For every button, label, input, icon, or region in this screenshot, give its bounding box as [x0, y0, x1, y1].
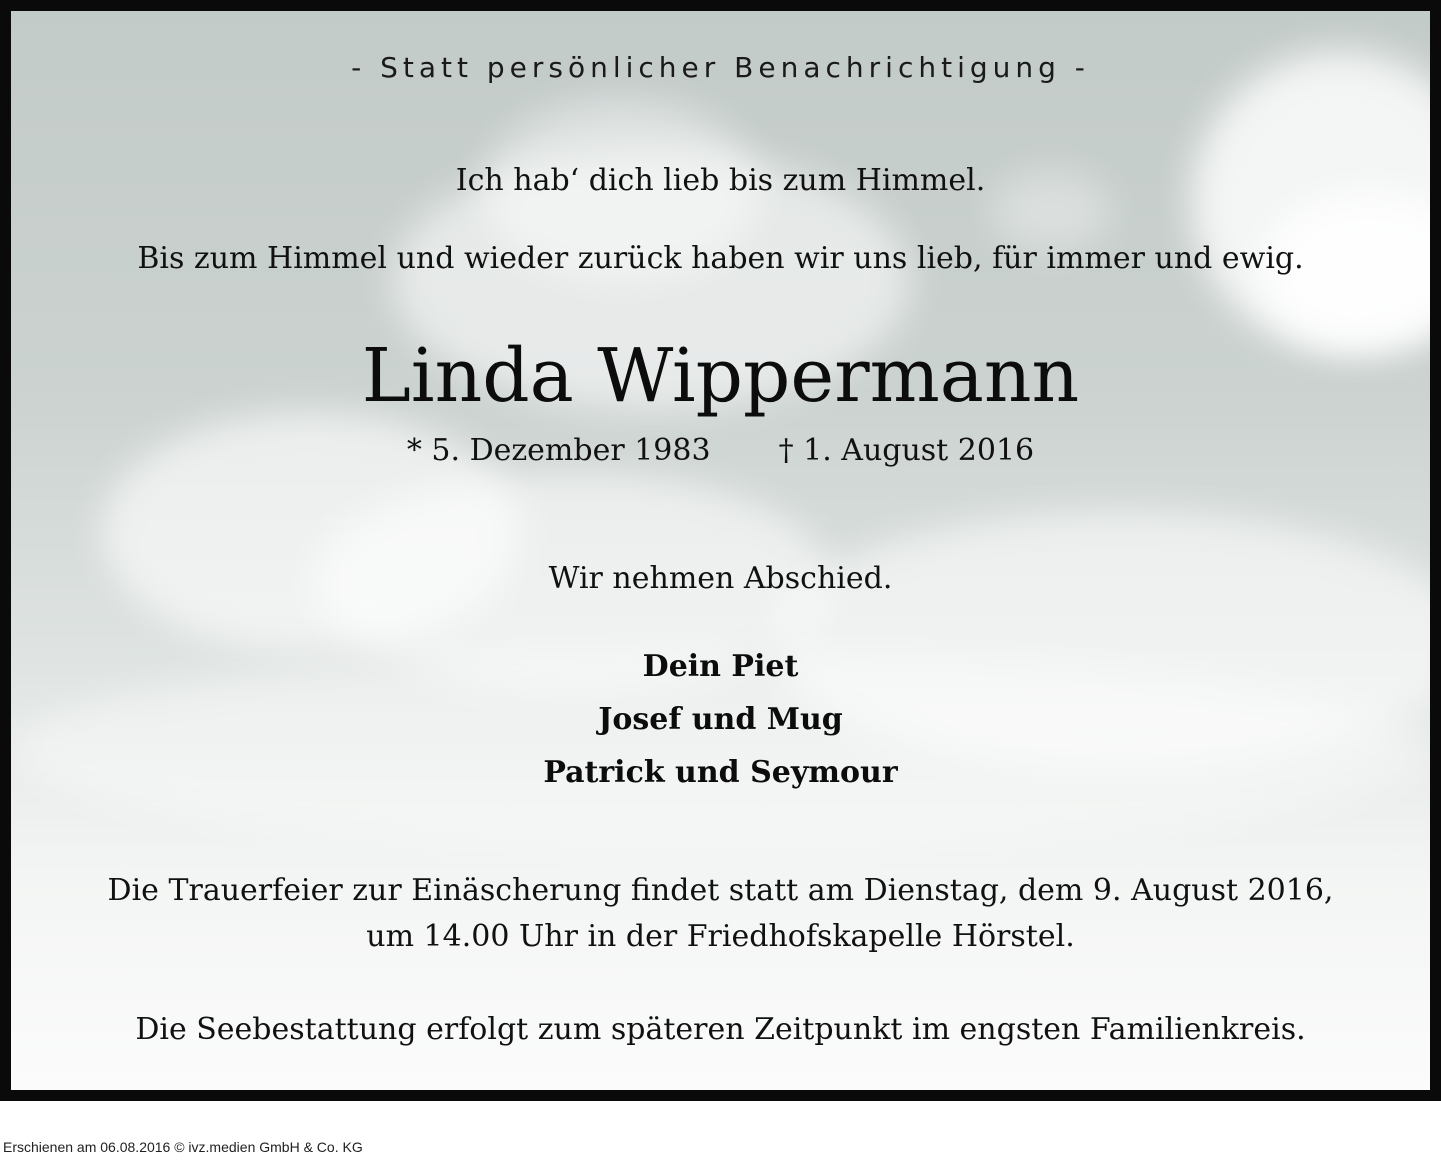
life-dates [11, 433, 1430, 468]
publication-footer: Erschienen am 06.08.2016 © ivz.medien GmbH & Co. KG [3, 1139, 363, 1155]
burial-info: Die Seebestattung erfolgt zum späteren Zeitpunkt im engsten Familienkreis. [135, 1012, 1306, 1047]
service-info-line-2: um 14.00 Uhr in der Friedhofskapelle Hörstel. [366, 919, 1075, 954]
mourner-name: Dein Piet [642, 649, 799, 684]
birth-date: * 5. Dezember 1983 [406, 433, 711, 468]
mourner-name: Josef und Mug [598, 702, 843, 737]
notice-content [11, 11, 1430, 1090]
notice-header: - Statt persönlicher Benachrichtigung - [351, 51, 1090, 84]
death-date: † 1. August 2016 [778, 433, 1035, 468]
verse-line-1: Ich hab‘ dich lieb bis zum Himmel. [455, 163, 986, 198]
verse-line-2: Bis zum Himmel und wieder zurück haben wir uns lieb, für immer und ewig. [137, 241, 1304, 276]
mourner-name: Patrick und Seymour [543, 755, 898, 790]
service-info-line-1: Die Trauerfeier zur Einäscherung findet statt am Dienstag, dem 9. August 2016, [107, 873, 1334, 908]
deceased-name: Linda Wippermann [361, 333, 1080, 419]
farewell-text: Wir nehmen Abschied. [548, 561, 893, 596]
